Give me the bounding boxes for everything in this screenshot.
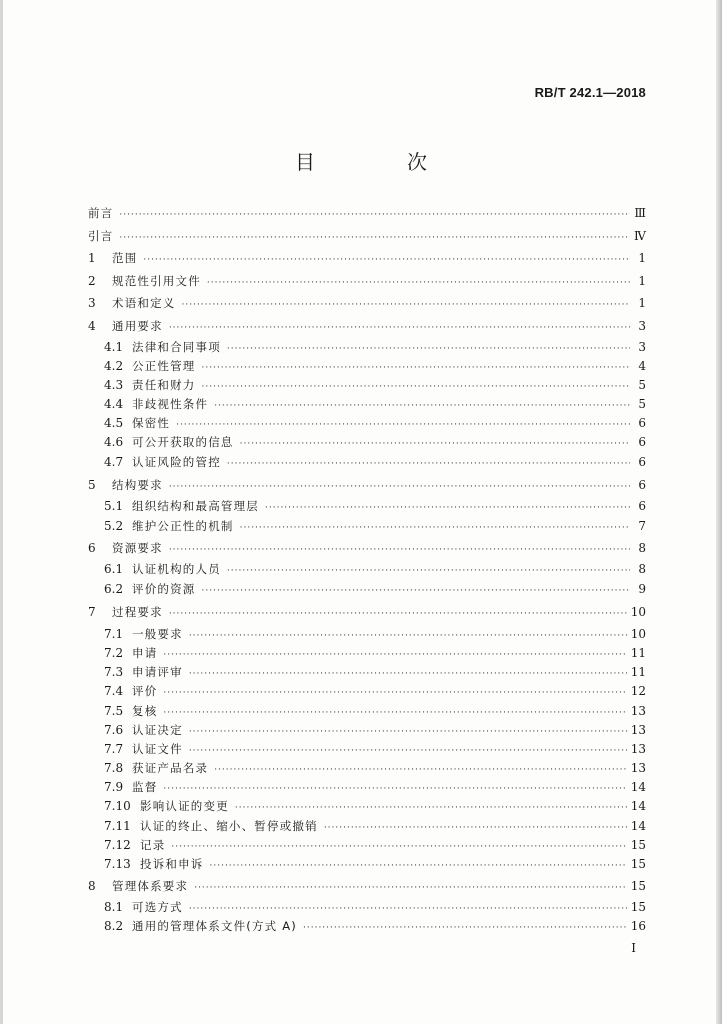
toc-entry-label: 可选方式 xyxy=(132,900,183,914)
toc-entry[interactable] xyxy=(88,603,646,622)
toc-entry-number: 5.1 xyxy=(104,499,124,513)
toc-entry[interactable] xyxy=(104,740,646,759)
toc-dot-leader xyxy=(169,605,627,624)
toc-entry[interactable] xyxy=(104,376,646,395)
toc-dot-leader xyxy=(235,799,627,818)
toc-entry[interactable] xyxy=(104,917,646,936)
toc-entry-page: 12 xyxy=(630,684,646,698)
toc-entry[interactable] xyxy=(104,721,646,740)
toc-entry-label: 非歧视性条件 xyxy=(132,397,209,411)
toc-entry-page: 15 xyxy=(630,900,646,914)
toc-entry[interactable] xyxy=(104,625,646,644)
toc-entry[interactable] xyxy=(88,204,646,223)
toc-entry-label: 申请评审 xyxy=(132,665,183,679)
toc-entry-number: 7.9 xyxy=(104,780,124,794)
toc-entry-number: 4.7 xyxy=(104,455,124,469)
toc-title: 目 次 xyxy=(295,150,463,174)
toc-entry-label: 组织结构和最高管理层 xyxy=(132,499,259,513)
toc-entry[interactable] xyxy=(88,272,646,291)
toc-entry-label: 公正性管理 xyxy=(132,359,196,373)
toc-dot-leader xyxy=(227,455,630,474)
toc-dot-leader xyxy=(169,478,630,497)
toc-entry[interactable] xyxy=(104,817,646,836)
toc-entry[interactable] xyxy=(104,797,646,816)
toc-entry[interactable] xyxy=(88,227,646,246)
toc-entry[interactable] xyxy=(104,395,646,414)
toc-entry-number: 1 xyxy=(88,251,96,265)
toc-dot-leader xyxy=(227,562,630,581)
toc-entry-number: 7.6 xyxy=(104,723,124,737)
toc-entry-number: 8.2 xyxy=(104,919,124,933)
toc-entry-number: 4.2 xyxy=(104,359,124,373)
toc-entry[interactable] xyxy=(88,294,646,313)
toc-entry-page: 6 xyxy=(638,435,646,449)
toc-entry-label: 评价 xyxy=(132,684,158,698)
toc-entry[interactable] xyxy=(104,580,646,599)
toc-dot-leader xyxy=(163,684,626,703)
toc-entry-page: 15 xyxy=(630,838,646,852)
toc-entry-page: 13 xyxy=(630,704,646,718)
toc-dot-leader xyxy=(143,251,630,270)
toc-dot-leader xyxy=(119,206,630,225)
toc-entry-label: 结构要求 xyxy=(112,478,163,492)
toc-dot-leader xyxy=(169,541,630,560)
toc-entry-number: 3 xyxy=(88,296,96,310)
toc-entry-page: 10 xyxy=(630,627,646,641)
toc-entry-label: 过程要求 xyxy=(112,605,163,619)
toc-entry-page: 13 xyxy=(630,742,646,756)
toc-entry[interactable] xyxy=(104,898,646,917)
toc-entry[interactable] xyxy=(104,836,646,855)
toc-entry[interactable] xyxy=(104,560,646,579)
toc-dot-leader xyxy=(265,499,630,518)
toc-entry-page: 11 xyxy=(630,646,646,660)
toc-dot-leader xyxy=(207,274,630,293)
toc-entry[interactable] xyxy=(104,517,646,536)
toc-entry-page: 1 xyxy=(638,251,646,265)
toc-entry-page: 15 xyxy=(630,857,646,871)
toc-entry[interactable] xyxy=(104,497,646,516)
toc-entry-label: 范围 xyxy=(112,251,138,265)
toc-entry-page: 3 xyxy=(638,340,646,354)
toc-entry-label: 通用要求 xyxy=(112,319,163,333)
toc-entry-number: 7.10 xyxy=(104,799,131,813)
toc-entry[interactable] xyxy=(88,539,646,558)
toc-entry-number: 5.2 xyxy=(104,519,124,533)
toc-entry-label: 可公开获取的信息 xyxy=(132,435,234,449)
toc-entry-number: 7.8 xyxy=(104,761,124,775)
toc-entry-number: 7.1 xyxy=(104,627,124,641)
toc-entry-number: 2 xyxy=(88,274,96,288)
toc-entry-number: 4.4 xyxy=(104,397,124,411)
toc-entry-label: 维护公正性的机制 xyxy=(132,519,234,533)
toc-dot-leader xyxy=(210,857,627,876)
toc-entry-page: Ⅲ xyxy=(634,206,646,220)
toc-entry-number: 7.4 xyxy=(104,684,124,698)
toc-entry-page: 6 xyxy=(638,455,646,469)
toc-entry[interactable] xyxy=(88,877,646,896)
toc-entry-number: 7.13 xyxy=(104,857,131,871)
toc-entry-number: 6.2 xyxy=(104,582,124,596)
toc-entry[interactable] xyxy=(104,338,646,357)
toc-entry-page: 6 xyxy=(638,416,646,430)
toc-entry-page: 5 xyxy=(638,378,646,392)
toc-entry-label: 通用的管理体系文件(方式 A) xyxy=(132,919,297,933)
toc-entry-label: 认证机构的人员 xyxy=(132,562,221,576)
toc-entry-label: 影响认证的变更 xyxy=(140,799,229,813)
toc-entry-page: 6 xyxy=(638,478,646,492)
toc-entry-label: 投诉和申诉 xyxy=(140,857,204,871)
toc-entry-number: 8 xyxy=(88,879,96,893)
toc-entry-page: 16 xyxy=(630,919,646,933)
toc-entry-number: 7.3 xyxy=(104,665,124,679)
toc-entry-number: 7.2 xyxy=(104,646,124,660)
toc-entry-number: 7 xyxy=(88,605,96,619)
toc-entry-page: 4 xyxy=(638,359,646,373)
toc-entry-label: 资源要求 xyxy=(112,541,163,555)
toc-entry-label: 前言 xyxy=(88,206,114,220)
toc-entry-number: 4.1 xyxy=(104,340,124,354)
toc-entry-page: 3 xyxy=(638,319,646,333)
toc-entry[interactable] xyxy=(104,663,646,682)
toc-entry-page: 10 xyxy=(630,605,646,619)
toc-entry-label: 认证风险的管控 xyxy=(132,455,221,469)
toc-entry-label: 一般要求 xyxy=(132,627,183,641)
toc-entry-label: 记录 xyxy=(140,838,166,852)
toc-entry-number: 8.1 xyxy=(104,900,124,914)
toc-entry[interactable] xyxy=(104,759,646,778)
toc-dot-leader xyxy=(182,296,631,315)
toc-entry[interactable] xyxy=(104,357,646,376)
toc-entry-label: 法律和合同事项 xyxy=(132,340,221,354)
toc-entry-number: 4.5 xyxy=(104,416,124,430)
toc-entry-page: 13 xyxy=(630,723,646,737)
toc-entry-page: 7 xyxy=(638,519,646,533)
toc-entry-page: 8 xyxy=(638,562,646,576)
toc-entry[interactable] xyxy=(104,702,646,721)
toc-entry-label: 获证产品名录 xyxy=(132,761,209,775)
toc-dot-leader xyxy=(303,919,627,938)
toc-entry-number: 7.12 xyxy=(104,838,131,852)
toc-entry[interactable] xyxy=(104,453,646,472)
toc-entry-page: Ⅳ xyxy=(634,229,646,243)
toc-entry-page: 1 xyxy=(638,296,646,310)
toc-entry-number: 4.6 xyxy=(104,435,124,449)
toc-entry-label: 评价的资源 xyxy=(132,582,196,596)
toc-entry-number: 7.5 xyxy=(104,704,124,718)
toc-entry[interactable] xyxy=(104,682,646,701)
toc-entry-label: 管理体系要求 xyxy=(112,879,189,893)
toc-entry[interactable] xyxy=(88,249,646,268)
toc-entry[interactable] xyxy=(88,317,646,336)
toc-dot-leader xyxy=(202,582,631,601)
toc-entry-number: 7.7 xyxy=(104,742,124,756)
toc-entry[interactable] xyxy=(104,414,646,433)
toc-entry-page: 13 xyxy=(630,761,646,775)
toc-entry-page: 11 xyxy=(630,665,646,679)
toc-entry[interactable] xyxy=(104,855,646,874)
toc-entry-page: 9 xyxy=(638,582,646,596)
toc-entry-page: 14 xyxy=(630,799,646,813)
toc-dot-leader xyxy=(240,519,630,538)
toc-dot-leader xyxy=(169,319,630,338)
toc-entry-number: 6 xyxy=(88,541,96,555)
toc-entry-label: 申请 xyxy=(132,646,158,660)
toc-entry-label: 责任和财力 xyxy=(132,378,196,392)
toc-entry-label: 术语和定义 xyxy=(112,296,176,310)
toc-dot-leader xyxy=(240,435,630,454)
toc-entry-page: 6 xyxy=(638,499,646,513)
toc-entry-label: 规范性引用文件 xyxy=(112,274,201,288)
toc-entry-number: 6.1 xyxy=(104,562,124,576)
toc-entry-label: 复核 xyxy=(132,704,158,718)
toc-entry-label: 认证文件 xyxy=(132,742,183,756)
page-number: I xyxy=(631,941,636,955)
toc-entry-page: 8 xyxy=(638,541,646,555)
toc-entry-page: 14 xyxy=(630,780,646,794)
toc-entry[interactable] xyxy=(104,778,646,797)
toc-entry-page: 1 xyxy=(638,274,646,288)
toc-entry-page: 15 xyxy=(630,879,646,893)
toc-entry-page: 14 xyxy=(630,819,646,833)
toc-entry-label: 认证决定 xyxy=(132,723,183,737)
toc-entry-label: 保密性 xyxy=(132,416,171,430)
toc-entry[interactable] xyxy=(104,433,646,452)
toc-entry-number: 7.11 xyxy=(104,819,131,833)
toc-entry-number: 4.3 xyxy=(104,378,124,392)
toc-entry[interactable] xyxy=(104,644,646,663)
toc-entry[interactable] xyxy=(88,476,646,495)
toc-entry-number: 5 xyxy=(88,478,96,492)
toc-dot-leader xyxy=(194,879,627,898)
toc-entry-number: 4 xyxy=(88,319,96,333)
toc-dot-leader xyxy=(119,229,630,248)
toc-entry-page: 5 xyxy=(638,397,646,411)
toc-entry-label: 监督 xyxy=(132,780,158,794)
document-code: RB/T 242.1—2018 xyxy=(534,85,646,100)
toc-entry-label: 认证的终止、缩小、暂停或撤销 xyxy=(140,819,318,833)
toc-entry-label: 引言 xyxy=(88,229,114,243)
